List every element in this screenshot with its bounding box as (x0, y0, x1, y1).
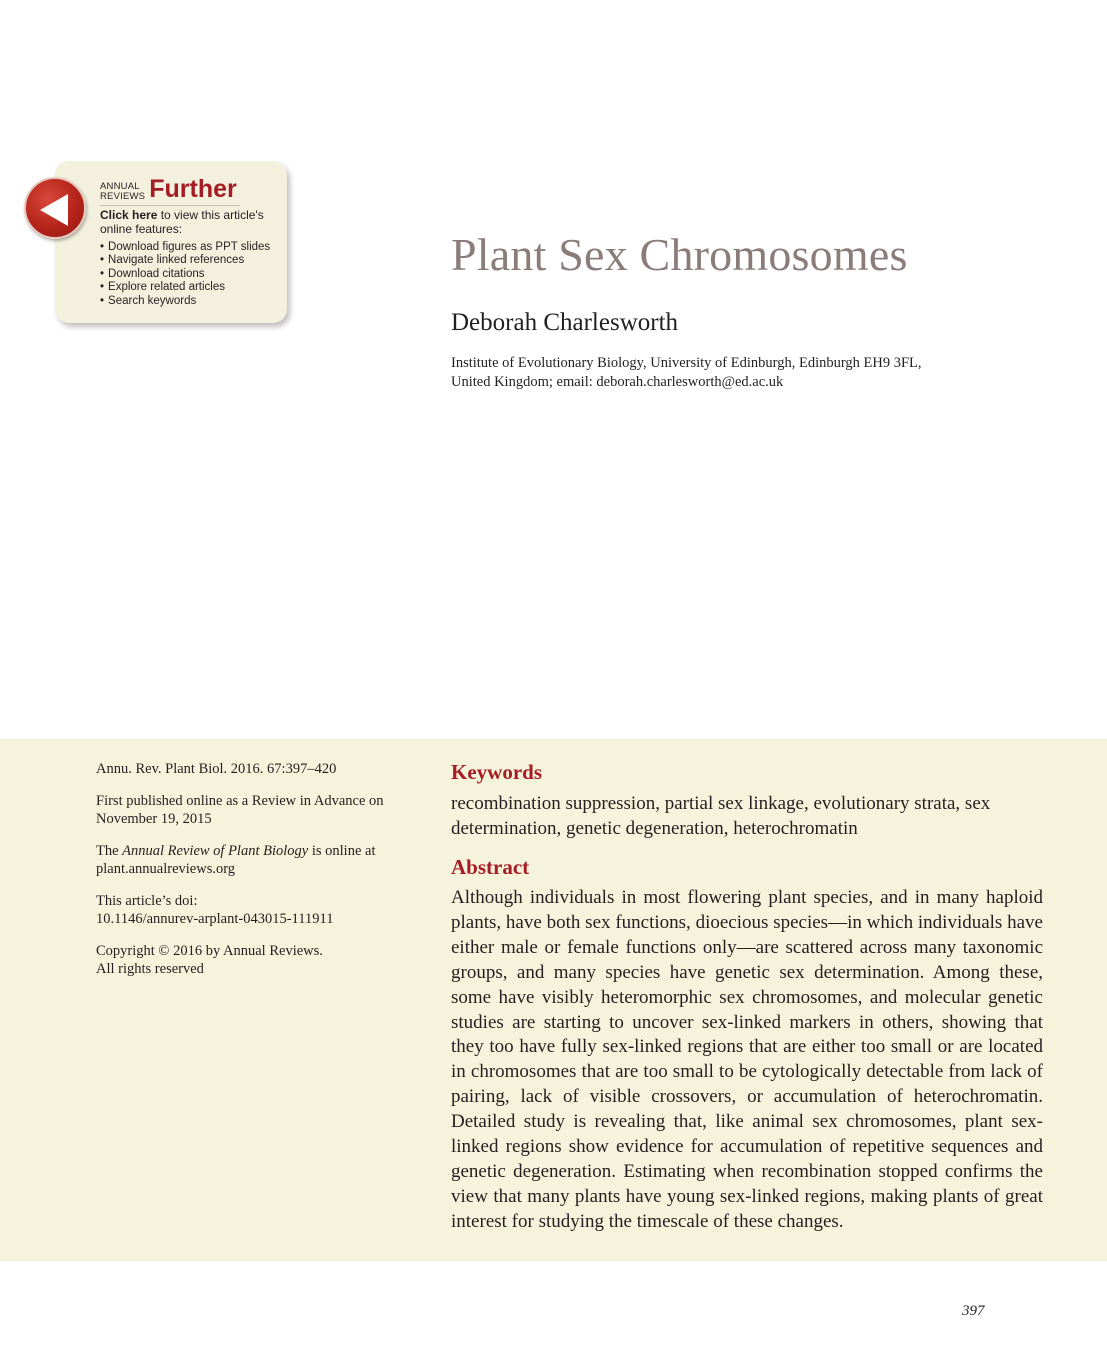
arrow-left-icon (36, 191, 74, 229)
journal-reference: Annu. Rev. Plant Biol. 2016. 67:397–420 (96, 761, 337, 777)
click-here-link[interactable]: Click here (100, 208, 158, 222)
journal-name: Annual Review of Plant Biology (122, 842, 309, 859)
online-at: The Annual Review of Plant Biology is online at plant.annualreviews.org (96, 842, 376, 877)
feature-item-citations[interactable]: • Download citations (100, 268, 285, 281)
doi-info: This article’s doi: 10.1146/annurev-arplant-043015-111911 (96, 892, 334, 927)
author-affiliation: Institute of Evolutionary Biology, University of Edinburgh, Edinburgh EH9 3FL, United Kingdom; email: deborah.charlesworth@ed.ac.uk (451, 355, 922, 390)
annual-reviews-further-logo (100, 176, 285, 202)
keywords-heading: Keywords (451, 760, 542, 784)
further-heading: Further (149, 175, 237, 203)
click-here-text: Click here to view this article's online features: (100, 208, 264, 236)
abstract-column (451, 758, 1043, 1235)
further-arrow-button[interactable] (24, 177, 86, 239)
abstract-heading: Abstract (451, 855, 530, 879)
page-number: 397 (962, 1303, 985, 1319)
further-divider (100, 205, 240, 206)
feature-item-keywords[interactable]: • Search keywords (100, 295, 285, 308)
feature-item-related[interactable]: • Explore related articles (100, 281, 285, 294)
feature-item-ppt[interactable]: • Download figures as PPT slides (100, 241, 285, 254)
feature-item-references[interactable]: • Navigate linked references (100, 254, 285, 267)
article-title: Plant Sex Chromosomes (451, 229, 908, 280)
abstract-text: Although individuals in most flowering plant species, and in many haploid plants, have both sex functions, dioecious species—in which individuals have either male or female functions only—are scattered across many taxonomic groups, and many species have genetic sex determination. Among these, some have visibly heteromorphic sex chromosomes, and molecular genetic studies are starting to uncover sex-linked markers in others, showing that they too have fully sex-linked regions that are either too small or are located in chromosomes that are too small to be cytologically detectable from lack of pairing, lack of visible crossovers, or accumulation of heterochromatin. Detailed study is revealing that, like animal sex chromosomes, plant sex-linked regions show evidence for accumulation of repetitive sequences and genetic degeneration. Estimating when recombination stopped confirms the view that many plants have young sex-linked regions, making plants of great interest for studying the timescale of these changes. (451, 887, 1043, 1232)
copyright: Copyright © 2016 by Annual Reviews. All rights reserved (96, 942, 323, 977)
citation-info (96, 760, 416, 992)
doi-value: 10.1146/annurev-arplant-043015-111911 (96, 911, 334, 927)
features-list (100, 241, 285, 308)
keywords-text: recombination suppression, partial sex linkage, evolutionary strata, sex determination, genetic degeneration, heterochromatin (451, 793, 991, 839)
author-name: Deborah Charlesworth (451, 309, 679, 336)
further-content (100, 176, 285, 308)
annual-reviews-wordmark: ANNUAL REVIEWS (100, 181, 146, 202)
first-published: First published online as a Review in Advance on November 19, 2015 (96, 792, 384, 827)
